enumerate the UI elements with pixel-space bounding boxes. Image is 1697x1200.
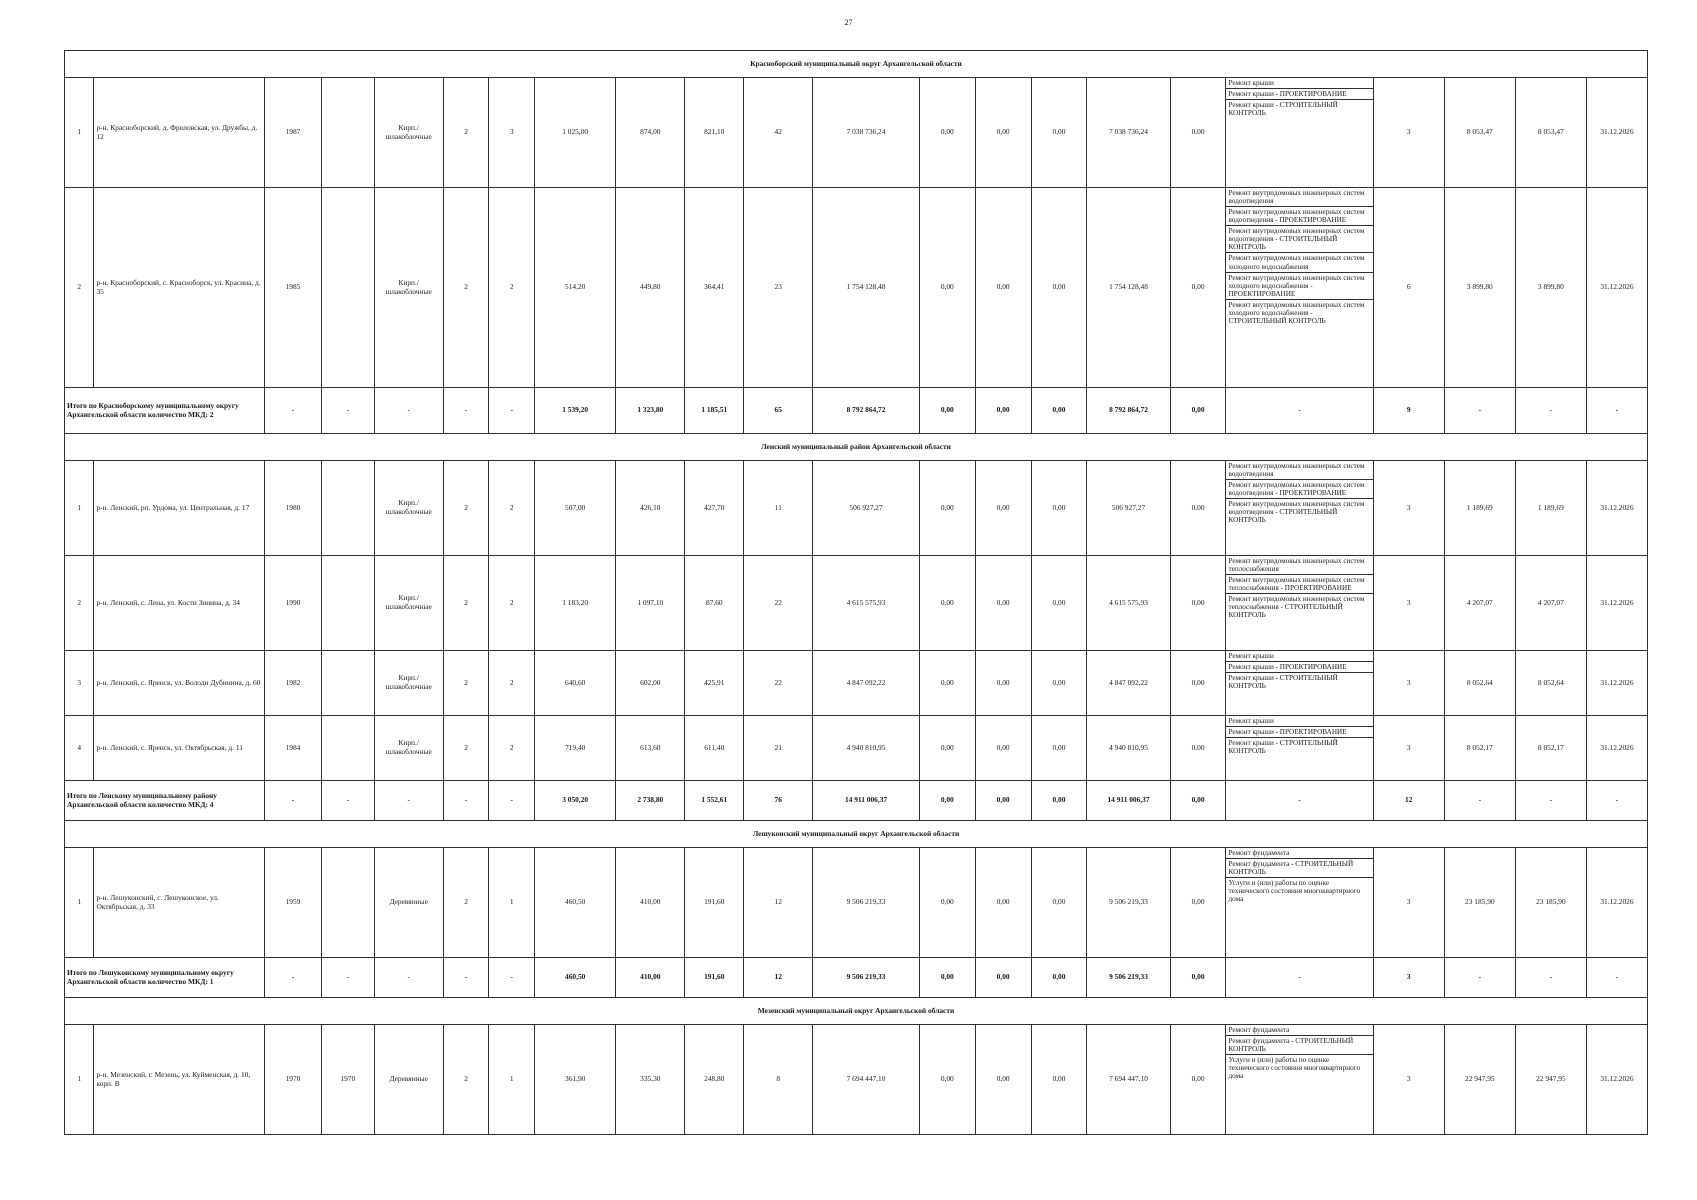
total-label: Итого по Красноборскому муниципальному округу Архангельской области количество МКД: 2: [65, 388, 265, 434]
cell-residents: 22: [744, 556, 813, 651]
dash-cell: -: [1586, 958, 1647, 998]
total-fund: 0,00: [919, 958, 975, 998]
cell-entrances: 2: [489, 556, 535, 651]
cell-works-count: 3: [1373, 716, 1444, 781]
cell-other: 0,00: [1170, 188, 1226, 388]
dash-cell: -: [374, 388, 443, 434]
dash-cell: -: [1226, 958, 1373, 998]
cell-budget-region: 0,00: [975, 651, 1031, 716]
district-header-row: [65, 998, 1648, 1025]
cell-floors: 2: [443, 461, 489, 556]
cell-floors: 2: [443, 188, 489, 388]
cell-fund: 0,00: [919, 1025, 975, 1135]
cell-budget-local: 0,00: [1031, 1025, 1087, 1135]
cell-area-total: 1 183,20: [535, 556, 616, 651]
work-item: Ремонт внутридомовых инженерных систем водоотведения - СТРОИТЕЛЬНЫЙ КОНТРОЛЬ: [1228, 500, 1365, 525]
cell-owners: 4 940 810,95: [1087, 716, 1170, 781]
cell-area-all: 613,60: [616, 716, 685, 781]
cell-n: 1: [65, 848, 94, 958]
dash-cell: -: [321, 958, 374, 998]
cell-area-total: 460,50: [535, 848, 616, 958]
cell-area-res: 427,70: [685, 461, 744, 556]
cell-limit-per-m2: 4 207,07: [1515, 556, 1586, 651]
work-item: Ремонт крыши - СТРОИТЕЛЬНЫЙ КОНТРОЛЬ: [1228, 101, 1338, 118]
cell-area-all: 449,80: [616, 188, 685, 388]
work-item: Ремонт внутридомовых инженерных систем холодного водоснабжения: [1226, 253, 1372, 272]
cell-cost-total: 7 694 447,10: [813, 1025, 920, 1135]
cell-area-all: 335,30: [616, 1025, 685, 1135]
cell-year-renov: [321, 556, 374, 651]
total-area-all: 410,00: [616, 958, 685, 998]
district-name: Мезенский муниципальный округ Архангельской области: [65, 998, 1648, 1025]
cell-budget-region: 0,00: [975, 848, 1031, 958]
dash-cell: -: [443, 958, 489, 998]
cell-cost-total: 1 754 128,48: [813, 188, 920, 388]
cell-area-total: 361,90: [535, 1025, 616, 1135]
cell-floors: 2: [443, 848, 489, 958]
works-list: [1226, 188, 1372, 326]
cell-year-renov: 1970: [321, 1025, 374, 1135]
total-fund: 0,00: [919, 781, 975, 821]
cell-budget-local: 0,00: [1031, 556, 1087, 651]
district-total-row: [65, 958, 1648, 998]
cell-year-built: 1980: [265, 461, 322, 556]
cell-residents: 21: [744, 716, 813, 781]
cell-cost-per-m2: 8 052,64: [1444, 651, 1515, 716]
dash-cell: -: [443, 388, 489, 434]
work-item: Ремонт внутридомовых инженерных систем водоотведения: [1226, 461, 1372, 480]
cell-floors: 2: [443, 556, 489, 651]
cell-budget-local: 0,00: [1031, 716, 1087, 781]
total-budget-region: 0,00: [975, 388, 1031, 434]
cell-cost-total: 4 940 810,95: [813, 716, 920, 781]
cell-area-res: 87,60: [685, 556, 744, 651]
cell-address: р-н. Ленский, с. Яренск, ул. Октябрьская, д. 11: [94, 716, 265, 781]
cell-area-all: 410,00: [616, 848, 685, 958]
works-list: [1226, 1025, 1372, 1081]
cell-cost-per-m2: 23 185,90: [1444, 848, 1515, 958]
cell-year-renov: [321, 716, 374, 781]
works-list-cell: [1226, 188, 1373, 388]
cell-area-total: 640,60: [535, 651, 616, 716]
table-row: [65, 716, 1648, 781]
work-item: Услуги и (или) работы по оценке технического состояния многоквартирного дома: [1228, 879, 1361, 904]
total-owners: 8 792 864,72: [1087, 388, 1170, 434]
total-area-total: 3 050,20: [535, 781, 616, 821]
table-row: [65, 651, 1648, 716]
cell-year-renov: [321, 651, 374, 716]
cell-owners: 7 038 736,24: [1087, 78, 1170, 188]
dash-cell: -: [489, 388, 535, 434]
cell-other: 0,00: [1170, 556, 1226, 651]
dash-cell: -: [265, 388, 322, 434]
total-other: 0,00: [1170, 781, 1226, 821]
cell-entrances: 2: [489, 716, 535, 781]
total-area-res: 191,60: [685, 958, 744, 998]
dash-cell: -: [1226, 388, 1373, 434]
cell-deadline: 31.12.2026: [1586, 556, 1647, 651]
cell-area-total: 507,00: [535, 461, 616, 556]
cell-cost-total: 9 506 219,33: [813, 848, 920, 958]
works-list: [1226, 556, 1372, 620]
cell-entrances: 1: [489, 848, 535, 958]
cell-limit-per-m2: 8 052,64: [1515, 651, 1586, 716]
cell-residents: 8: [744, 1025, 813, 1135]
total-budget-region: 0,00: [975, 958, 1031, 998]
works-list-cell: [1226, 556, 1373, 651]
works-list-cell: [1226, 651, 1373, 716]
dash-cell: -: [1444, 388, 1515, 434]
work-item: Ремонт внутридомовых инженерных систем водоотведения - ПРОЕКТИРОВАНИЕ: [1226, 207, 1372, 226]
cell-address: р-н. Красноборский, д. Фроловская, ул. Дружбы, д. 12: [94, 78, 265, 188]
district-total-row: [65, 388, 1648, 434]
cell-entrances: 1: [489, 1025, 535, 1135]
dash-cell: -: [1226, 781, 1373, 821]
work-item: Ремонт фундамента: [1226, 848, 1372, 859]
work-item: Ремонт крыши: [1226, 651, 1372, 662]
cell-limit-per-m2: 3 899,80: [1515, 188, 1586, 388]
dash-cell: -: [1515, 781, 1586, 821]
cell-entrances: 3: [489, 78, 535, 188]
cell-deadline: 31.12.2026: [1586, 716, 1647, 781]
cell-budget-region: 0,00: [975, 78, 1031, 188]
cell-cost-total: 4 615 575,93: [813, 556, 920, 651]
work-item: Услуги и (или) работы по оценке технического состояния многоквартирного дома: [1228, 1056, 1361, 1081]
work-item: Ремонт крыши - ПРОЕКТИРОВАНИЕ: [1226, 662, 1372, 673]
work-item: Ремонт фундамента: [1226, 1025, 1372, 1036]
cell-cost-per-m2: 1 189,69: [1444, 461, 1515, 556]
cell-area-res: 425,91: [685, 651, 744, 716]
cell-address: р-н. Ленский, с. Лена, ул. Кости Зинина, д. 34: [94, 556, 265, 651]
cell-year-built: 1984: [265, 716, 322, 781]
total-other: 0,00: [1170, 388, 1226, 434]
cell-floors: 2: [443, 716, 489, 781]
cell-cost-per-m2: 8 052,17: [1444, 716, 1515, 781]
total-area-total: 1 539,20: [535, 388, 616, 434]
total-works-count: 9: [1373, 388, 1444, 434]
cell-deadline: 31.12.2026: [1586, 188, 1647, 388]
cell-area-res: 611,40: [685, 716, 744, 781]
dash-cell: -: [489, 958, 535, 998]
cell-budget-local: 0,00: [1031, 651, 1087, 716]
work-item: Ремонт внутридомовых инженерных систем водоотведения - ПРОЕКТИРОВАНИЕ: [1226, 480, 1372, 499]
cell-budget-local: 0,00: [1031, 78, 1087, 188]
works-list-cell: [1226, 78, 1373, 188]
cell-deadline: 31.12.2026: [1586, 848, 1647, 958]
cell-budget-local: 0,00: [1031, 848, 1087, 958]
cell-residents: 11: [744, 461, 813, 556]
cell-fund: 0,00: [919, 651, 975, 716]
cell-budget-region: 0,00: [975, 556, 1031, 651]
total-cost-total: 9 506 219,33: [813, 958, 920, 998]
total-budget-local: 0,00: [1031, 958, 1087, 998]
cell-walls: Кирп./ шлакоблочные: [374, 651, 443, 716]
cell-budget-region: 0,00: [975, 188, 1031, 388]
cell-floors: 2: [443, 1025, 489, 1135]
cell-owners: 7 694 447,10: [1087, 1025, 1170, 1135]
works-list: [1226, 461, 1372, 525]
cell-limit-per-m2: 8 052,17: [1515, 716, 1586, 781]
cell-works-count: 3: [1373, 556, 1444, 651]
total-works-count: 12: [1373, 781, 1444, 821]
cell-n: 2: [65, 188, 94, 388]
cell-year-built: 1959: [265, 848, 322, 958]
cell-address: р-н. Ленский, с. Яренск, ул. Володи Дубинина, д. 60: [94, 651, 265, 716]
total-fund: 0,00: [919, 388, 975, 434]
cell-residents: 12: [744, 848, 813, 958]
table-row: [65, 461, 1648, 556]
cell-owners: 4 847 092,22: [1087, 651, 1170, 716]
dash-cell: -: [374, 958, 443, 998]
table-row: [65, 1025, 1648, 1135]
cell-other: 0,00: [1170, 78, 1226, 188]
cell-address: р-н. Мезенский, г. Мезень, ул. Куйменская, д. 10, корп. В: [94, 1025, 265, 1135]
cell-address: р-н. Ленский, рп. Урдома, ул. Центральная, д. 17: [94, 461, 265, 556]
cell-walls: Кирп./ шлакоблочные: [374, 188, 443, 388]
cell-works-count: 3: [1373, 461, 1444, 556]
page-number: 27: [844, 18, 853, 27]
cell-fund: 0,00: [919, 556, 975, 651]
total-cost-total: 8 792 864,72: [813, 388, 920, 434]
total-budget-local: 0,00: [1031, 781, 1087, 821]
cell-walls: Кирп./ шлакоблочные: [374, 556, 443, 651]
cell-limit-per-m2: 1 189,69: [1515, 461, 1586, 556]
cell-other: 0,00: [1170, 716, 1226, 781]
cell-limit-per-m2: 22 947,95: [1515, 1025, 1586, 1135]
cell-cost-per-m2: 4 207,07: [1444, 556, 1515, 651]
dash-cell: -: [489, 781, 535, 821]
cell-walls: Кирп./ шлакоблочные: [374, 461, 443, 556]
cell-n: 4: [65, 716, 94, 781]
table-row: [65, 848, 1648, 958]
works-list-cell: [1226, 1025, 1373, 1135]
total-budget-region: 0,00: [975, 781, 1031, 821]
total-label: Итого по Ленскому муниципальному району Архангельской области количество МКД: 4: [65, 781, 265, 821]
cell-walls: Деревянные: [374, 848, 443, 958]
cell-deadline: 31.12.2026: [1586, 461, 1647, 556]
cell-walls: Деревянные: [374, 1025, 443, 1135]
district-name: Лешуконский муниципальный округ Архангельской области: [65, 821, 1648, 848]
dash-cell: -: [374, 781, 443, 821]
cell-year-renov: [321, 461, 374, 556]
cell-limit-per-m2: 23 185,90: [1515, 848, 1586, 958]
cell-fund: 0,00: [919, 848, 975, 958]
cell-cost-per-m2: 3 899,80: [1444, 188, 1515, 388]
cell-owners: 4 615 575,93: [1087, 556, 1170, 651]
cell-other: 0,00: [1170, 848, 1226, 958]
dash-cell: -: [265, 781, 322, 821]
dash-cell: -: [321, 781, 374, 821]
dash-cell: -: [443, 781, 489, 821]
works-list-cell: [1226, 848, 1373, 958]
cell-entrances: 2: [489, 461, 535, 556]
dash-cell: -: [1444, 781, 1515, 821]
cell-deadline: 31.12.2026: [1586, 651, 1647, 716]
cell-fund: 0,00: [919, 78, 975, 188]
works-list: [1226, 78, 1372, 118]
cell-residents: 22: [744, 651, 813, 716]
work-item: Ремонт внутридомовых инженерных систем холодного водоснабжения - ПРОЕКТИРОВАНИЕ: [1226, 273, 1372, 300]
district-total-row: [65, 781, 1648, 821]
cell-entrances: 2: [489, 188, 535, 388]
cell-year-built: 1985: [265, 188, 322, 388]
cell-cost-total: 506 927,27: [813, 461, 920, 556]
total-area-all: 2 738,80: [616, 781, 685, 821]
total-other: 0,00: [1170, 958, 1226, 998]
work-item: Ремонт внутридомовых инженерных систем водоотведения - СТРОИТЕЛЬНЫЙ КОНТРОЛЬ: [1226, 226, 1372, 253]
cell-area-all: 426,10: [616, 461, 685, 556]
district-header-row: [65, 821, 1648, 848]
total-label: Итого по Лешуконскому муниципальному округу Архангельской области количество МКД: 1: [65, 958, 265, 998]
cell-owners: 1 754 128,48: [1087, 188, 1170, 388]
cell-budget-region: 0,00: [975, 461, 1031, 556]
cell-other: 0,00: [1170, 651, 1226, 716]
cell-area-total: 1 025,00: [535, 78, 616, 188]
cell-year-built: 1982: [265, 651, 322, 716]
cell-fund: 0,00: [919, 461, 975, 556]
cell-budget-region: 0,00: [975, 1025, 1031, 1135]
total-area-all: 1 323,80: [616, 388, 685, 434]
cell-n: 1: [65, 1025, 94, 1135]
cell-area-all: 874,00: [616, 78, 685, 188]
dash-cell: -: [1586, 388, 1647, 434]
cell-address: р-н. Лешуконский, с. Лешуконское, ул. Октябрьская, д. 33: [94, 848, 265, 958]
cell-fund: 0,00: [919, 716, 975, 781]
work-item: Ремонт фундамента - СТРОИТЕЛЬНЫЙ КОНТРОЛЬ: [1226, 859, 1372, 878]
cell-address: р-н. Красноборский, с. Красноборск, ул. Красина, д. 35: [94, 188, 265, 388]
cell-area-res: 364,41: [685, 188, 744, 388]
cell-works-count: 6: [1373, 188, 1444, 388]
cell-n: 1: [65, 461, 94, 556]
cell-fund: 0,00: [919, 188, 975, 388]
table-row: [65, 556, 1648, 651]
work-item: Ремонт крыши - ПРОЕКТИРОВАНИЕ: [1226, 89, 1372, 100]
work-item: Ремонт крыши - СТРОИТЕЛЬНЫЙ КОНТРОЛЬ: [1228, 674, 1338, 691]
works-list: [1226, 716, 1372, 756]
cell-area-total: 719,40: [535, 716, 616, 781]
dash-cell: -: [1515, 958, 1586, 998]
work-item: Ремонт крыши - ПРОЕКТИРОВАНИЕ: [1226, 727, 1372, 738]
cell-other: 0,00: [1170, 461, 1226, 556]
total-works-count: 3: [1373, 958, 1444, 998]
total-area-total: 460,50: [535, 958, 616, 998]
cell-area-all: 602,00: [616, 651, 685, 716]
district-name: Красноборский муниципальный округ Архангельской области: [65, 51, 1648, 78]
cell-residents: 42: [744, 78, 813, 188]
total-residents: 76: [744, 781, 813, 821]
cell-n: 3: [65, 651, 94, 716]
cell-floors: 2: [443, 78, 489, 188]
dash-cell: -: [1515, 388, 1586, 434]
works-list-cell: [1226, 716, 1373, 781]
work-item: Ремонт внутридомовых инженерных систем теплоснабжения - ПРОЕКТИРОВАНИЕ: [1226, 575, 1372, 594]
works-list-cell: [1226, 461, 1373, 556]
capital-repair-register-table: [64, 50, 1648, 1135]
work-item: Ремонт крыши: [1226, 78, 1372, 89]
works-list: [1226, 651, 1372, 691]
cell-floors: 2: [443, 651, 489, 716]
total-area-res: 1 185,51: [685, 388, 744, 434]
cell-other: 0,00: [1170, 1025, 1226, 1135]
district-name: Ленский муниципальный район Архангельской области: [65, 434, 1648, 461]
total-area-res: 1 552,61: [685, 781, 744, 821]
cell-walls: Кирп./ шлакоблочные: [374, 78, 443, 188]
work-item: Ремонт внутридомовых инженерных систем теплоснабжения: [1226, 556, 1372, 575]
work-item: Ремонт фундамента - СТРОИТЕЛЬНЫЙ КОНТРОЛЬ: [1226, 1036, 1372, 1055]
cell-area-res: 821,10: [685, 78, 744, 188]
cell-area-total: 514,20: [535, 188, 616, 388]
cell-entrances: 2: [489, 651, 535, 716]
cell-residents: 23: [744, 188, 813, 388]
cell-n: 1: [65, 78, 94, 188]
cell-year-built: 1970: [265, 1025, 322, 1135]
cell-year-built: 1987: [265, 78, 322, 188]
cell-budget-local: 0,00: [1031, 188, 1087, 388]
dash-cell: -: [1444, 958, 1515, 998]
cell-works-count: 3: [1373, 848, 1444, 958]
cell-owners: 506 927,27: [1087, 461, 1170, 556]
cell-works-count: 3: [1373, 78, 1444, 188]
cell-year-built: 1990: [265, 556, 322, 651]
cell-cost-total: 4 847 092,22: [813, 651, 920, 716]
cell-area-res: 248,80: [685, 1025, 744, 1135]
cell-year-renov: [321, 188, 374, 388]
work-item: Ремонт крыши: [1226, 716, 1372, 727]
work-item: Ремонт внутридомовых инженерных систем теплоснабжения - СТРОИТЕЛЬНЫЙ КОНТРОЛЬ: [1228, 595, 1365, 620]
work-item: Ремонт крыши - СТРОИТЕЛЬНЫЙ КОНТРОЛЬ: [1228, 739, 1338, 756]
dash-cell: -: [265, 958, 322, 998]
cell-cost-per-m2: 22 947,95: [1444, 1025, 1515, 1135]
cell-n: 2: [65, 556, 94, 651]
cell-year-renov: [321, 78, 374, 188]
cell-year-renov: [321, 848, 374, 958]
cell-owners: 9 506 219,33: [1087, 848, 1170, 958]
total-residents: 65: [744, 388, 813, 434]
total-residents: 12: [744, 958, 813, 998]
work-item: Ремонт внутридомовых инженерных систем водоотведения: [1226, 188, 1372, 207]
total-cost-total: 14 911 006,37: [813, 781, 920, 821]
dash-cell: -: [321, 388, 374, 434]
work-item: Ремонт внутридомовых инженерных систем холодного водоснабжения - СТРОИТЕЛЬНЫЙ КОНТРОЛЬ: [1228, 300, 1365, 325]
dash-cell: -: [1586, 781, 1647, 821]
table-row: [65, 188, 1648, 388]
cell-cost-per-m2: 8 053,47: [1444, 78, 1515, 188]
cell-deadline: 31.12.2026: [1586, 1025, 1647, 1135]
cell-budget-local: 0,00: [1031, 461, 1087, 556]
total-budget-local: 0,00: [1031, 388, 1087, 434]
cell-works-count: 3: [1373, 1025, 1444, 1135]
cell-walls: Кирп./ шлакоблочные: [374, 716, 443, 781]
cell-area-all: 1 097,10: [616, 556, 685, 651]
cell-limit-per-m2: 8 053,47: [1515, 78, 1586, 188]
district-header-row: [65, 51, 1648, 78]
works-list: [1226, 848, 1372, 904]
cell-cost-total: 7 038 736,24: [813, 78, 920, 188]
table-row: [65, 78, 1648, 188]
total-owners: 14 911 006,37: [1087, 781, 1170, 821]
cell-deadline: 31.12.2026: [1586, 78, 1647, 188]
cell-area-res: 191,60: [685, 848, 744, 958]
total-owners: 9 506 219,33: [1087, 958, 1170, 998]
cell-budget-region: 0,00: [975, 716, 1031, 781]
cell-works-count: 3: [1373, 651, 1444, 716]
district-header-row: [65, 434, 1648, 461]
